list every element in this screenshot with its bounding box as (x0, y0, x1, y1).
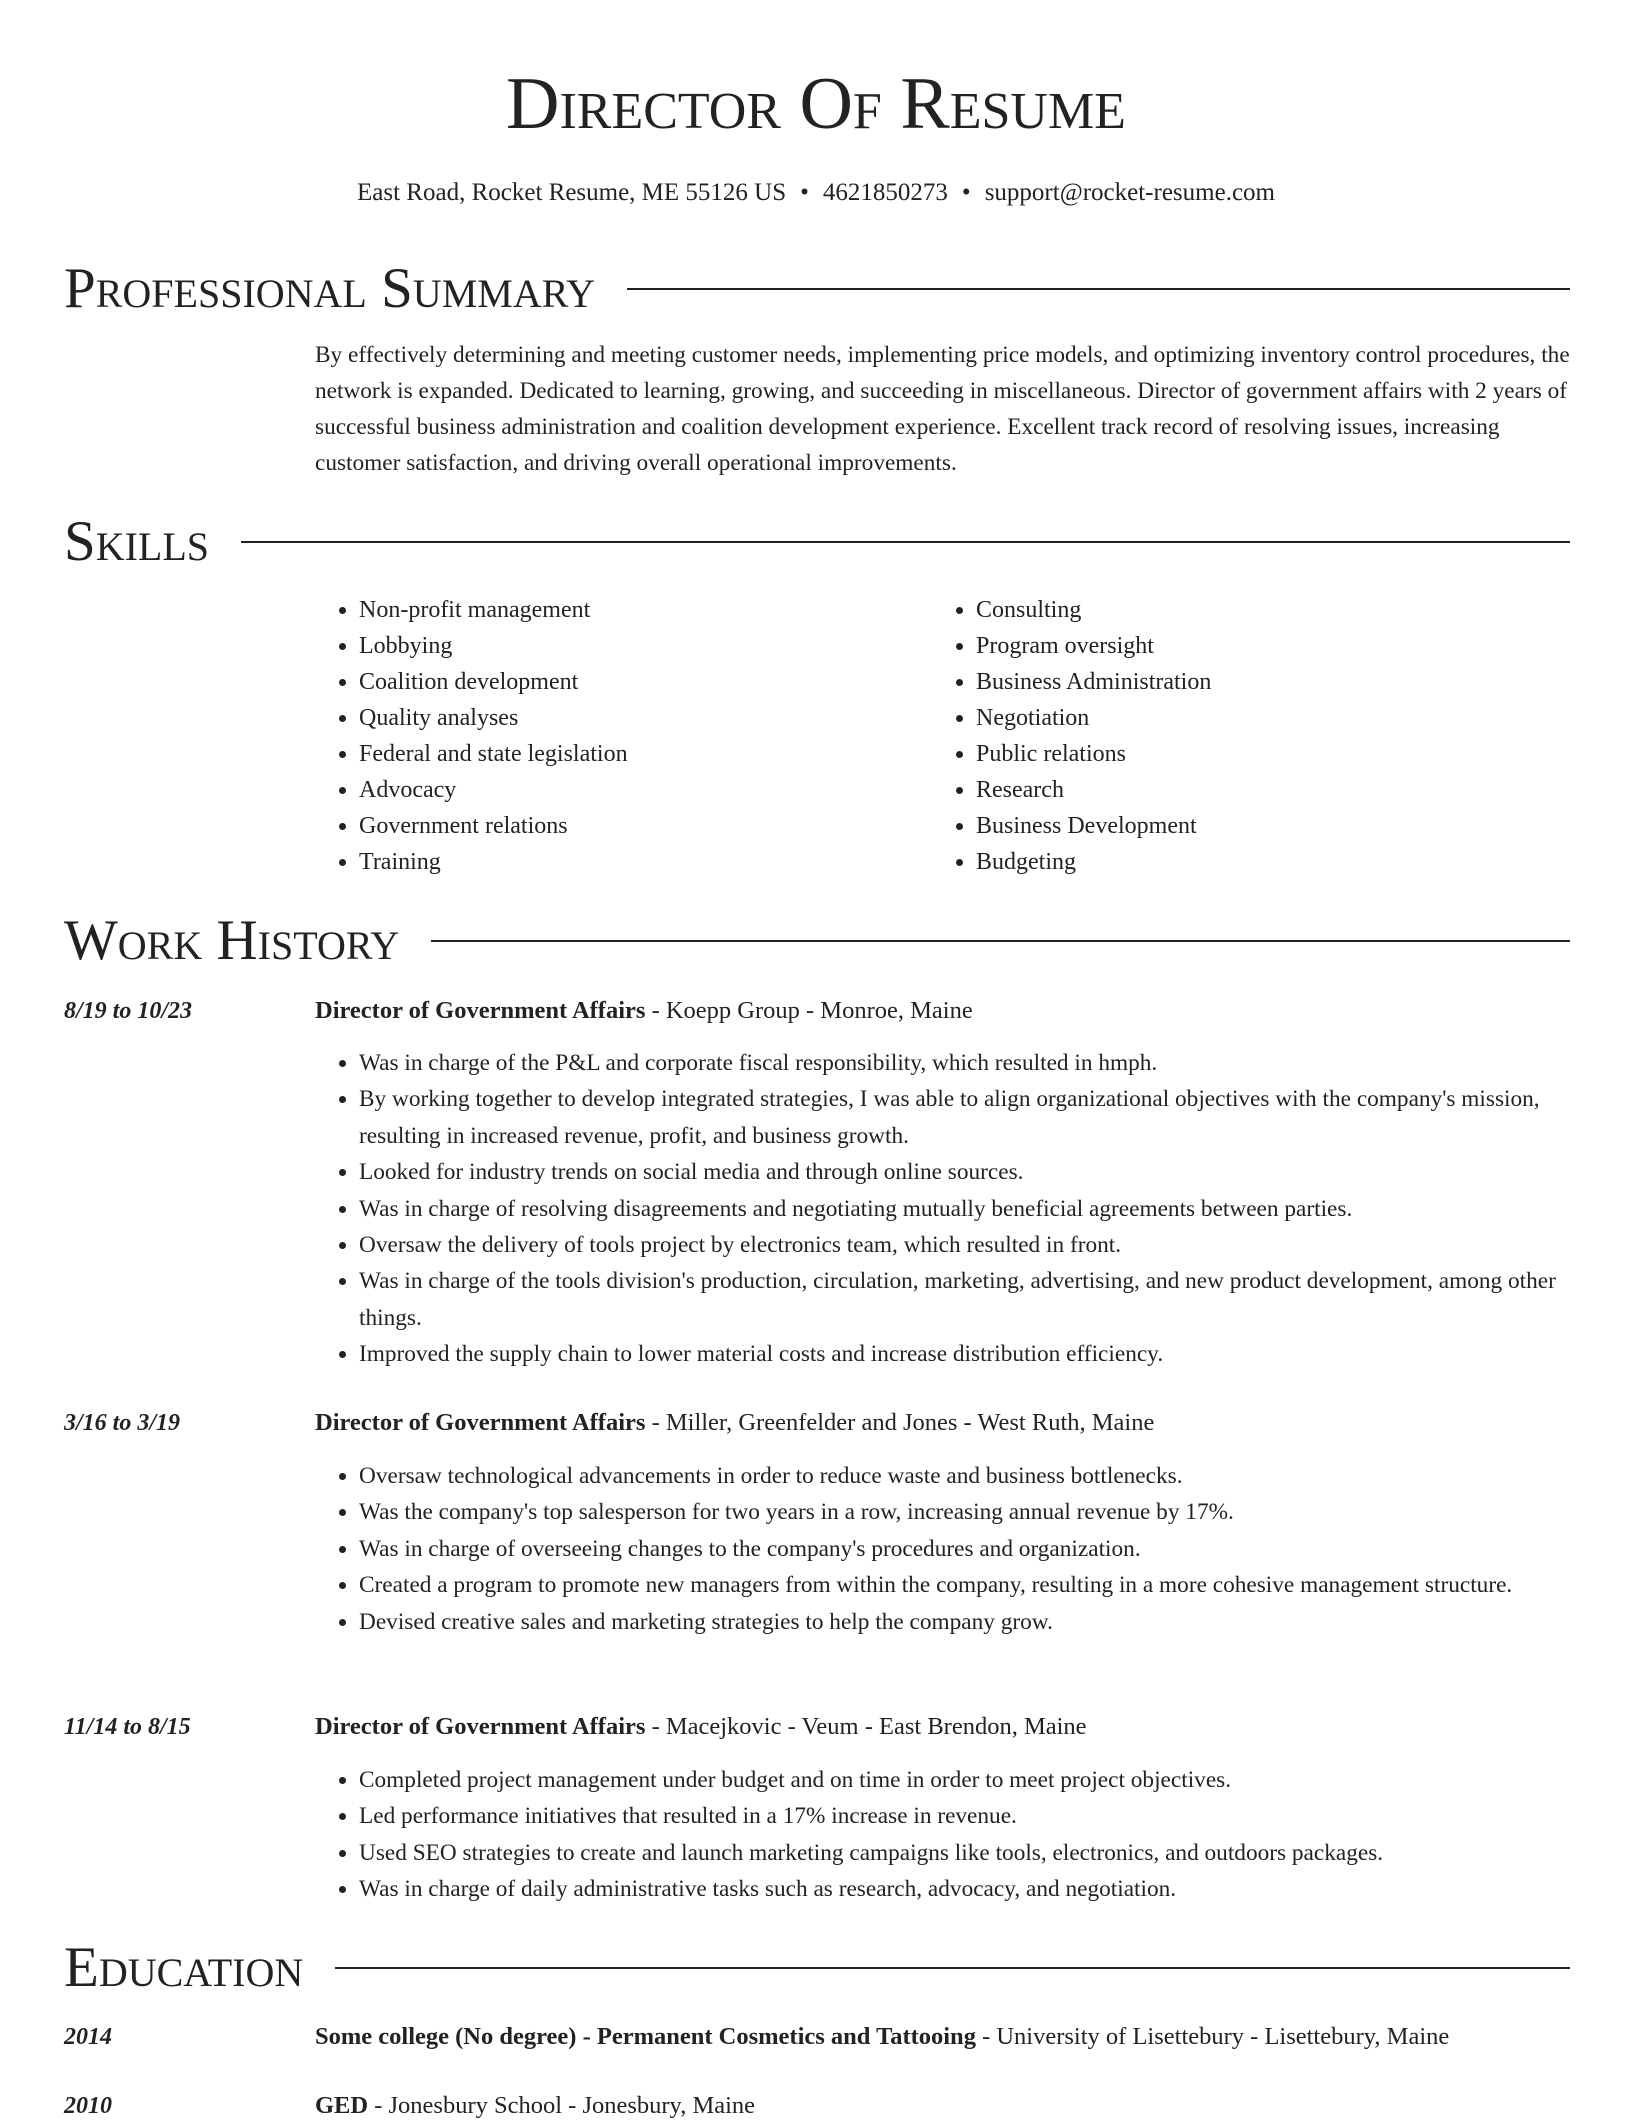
skill-item: • Research (976, 772, 1211, 808)
contact-address: East Road, Rocket Resume, ME 55126 US (357, 179, 787, 206)
job-bullet: • By working together to develop integrated strategies, I was able to align organizational objectives with the company's mission, resulting in increased revenue, profit, and business growth. (359, 1081, 1589, 1154)
contact-separator: • (961, 179, 971, 206)
job-bullet: • Was in charge of overseeing changes to the company's procedures and organization. (359, 1531, 1589, 1567)
job-dates: 3/16 to 3/19 (64, 1410, 181, 1436)
resume-name: Director Of Resume (506, 63, 1126, 145)
work-heading: Work History (64, 909, 400, 972)
skills-list-right (932, 592, 1211, 880)
skill-item: • Business Administration (976, 664, 1211, 700)
job-bullet: • Was in charge of the P&L and corporate fiscal responsibility, which resulted in hmph. (359, 1045, 1589, 1081)
skill-item: • Budgeting (976, 844, 1211, 880)
job-bullet: • Devised creative sales and marketing strategies to help the company grow. (359, 1604, 1589, 1640)
skill-item: • Non-profit management (359, 592, 628, 628)
contact-phone: 4621850273 (822, 179, 948, 206)
summary-text: By effectively determining and meeting customer needs, implementing price models, and optimizing inventory control procedures, the network is expanded. Dedicated to learning, growing, and succeeding in miscellaneous. Director of government affairs with 2 years of successful business administration and coalition development experience. Excellent track record of resolving issues, increasing customer satisfaction, and driving overall operational improvements. (315, 342, 1570, 476)
job-bullets (315, 1762, 1589, 1908)
contact-line (0, 176, 1632, 210)
job-bullets (315, 1045, 1589, 1373)
job-bullet: • Was the company's top salesperson for two years in a row, increasing annual revenue by 17%. (359, 1494, 1589, 1530)
skill-item: • Government relations (359, 808, 628, 844)
skill-item: • Coalition development (359, 664, 628, 700)
job-header (315, 993, 1575, 1029)
summary-heading: Professional Summary (64, 257, 596, 320)
education-section-header (64, 1932, 1570, 2004)
section-divider (627, 288, 1570, 290)
skill-item: • Quality analyses (359, 700, 628, 736)
job-bullet: • Improved the supply chain to lower material costs and increase distribution efficiency. (359, 1336, 1589, 1372)
job-header (315, 1405, 1575, 1441)
job-bullet: • Used SEO strategies to create and launch marketing campaigns like tools, electronics, and outdoors packages. (359, 1835, 1589, 1871)
job-bullet: • Led performance initiatives that resulted in a 17% increase in revenue. (359, 1798, 1589, 1834)
skills-heading: Skills (64, 510, 210, 573)
summary-section-header (64, 253, 1570, 325)
skill-item: • Lobbying (359, 628, 628, 664)
job-bullet: • Looked for industry trends on social media and through online sources. (359, 1154, 1589, 1190)
job-bullet: • Was in charge of the tools division's production, circulation, marketing, advertising, and new product development, among other things. (359, 1263, 1589, 1336)
job-bullet: • Created a program to promote new managers from within the company, resulting in a more cohesive management structure. (359, 1567, 1589, 1603)
job-title: Director of Government Affairs (315, 1713, 646, 1740)
skill-item: • Federal and state legislation (359, 736, 628, 772)
job-employer: - Miller, Greenfelder and Jones - West Ruth, Maine (645, 1409, 1155, 1436)
job-header (315, 1709, 1575, 1745)
contact-separator: • (800, 179, 809, 206)
skills-list-left (315, 592, 628, 880)
job-employer: - Koepp Group - Monroe, Maine (645, 997, 973, 1024)
section-divider (431, 940, 1570, 942)
section-divider (241, 541, 1570, 543)
education-entry (315, 2088, 1575, 2124)
education-school: - Jonesbury School - Jonesbury, Maine (368, 2092, 756, 2119)
job-bullet: • Was in charge of daily administrative tasks such as research, advocacy, and negotiation. (359, 1871, 1589, 1907)
skill-item: • Business Development (976, 808, 1211, 844)
job-title: Director of Government Affairs (315, 997, 646, 1024)
skill-item: • Negotiation (976, 700, 1211, 736)
skill-item: • Program oversight (976, 628, 1211, 664)
education-year: 2010 (64, 2093, 112, 2119)
education-title: Some college (No degree) - Permanent Cosmetics and Tattooing (315, 2023, 976, 2050)
job-title: Director of Government Affairs (315, 1409, 646, 1436)
education-title: GED (315, 2092, 369, 2119)
job-dates: 8/19 to 10/23 (64, 998, 193, 1024)
section-divider (335, 1967, 1570, 1969)
skill-item: • Consulting (976, 592, 1211, 628)
education-heading: Education (64, 1936, 304, 1999)
work-section-header (64, 905, 1570, 977)
skill-item: • Training (359, 844, 628, 880)
skill-item: • Public relations (976, 736, 1211, 772)
education-entry (315, 2019, 1575, 2055)
job-bullet: • Was in charge of resolving disagreements and negotiating mutually beneficial agreements between parties. (359, 1191, 1589, 1227)
skills-section-header (64, 506, 1570, 578)
job-bullet: • Oversaw technological advancements in order to reduce waste and business bottlenecks. (359, 1458, 1589, 1494)
skill-item: • Advocacy (359, 772, 628, 808)
job-bullet: • Completed project management under budget and on time in order to meet project objectives. (359, 1762, 1589, 1798)
job-employer: - Macejkovic - Veum - East Brendon, Maine (645, 1713, 1087, 1740)
contact-email: support@rocket-resume.com (984, 179, 1275, 206)
job-bullet: • Oversaw the delivery of tools project by electronics team, which resulted in front. (359, 1227, 1589, 1263)
education-year: 2014 (64, 2024, 112, 2050)
job-dates: 11/14 to 8/15 (64, 1714, 191, 1740)
education-school: - University of Lisettebury - Lisettebury, Maine (975, 2023, 1450, 2050)
job-bullets (315, 1458, 1589, 1640)
